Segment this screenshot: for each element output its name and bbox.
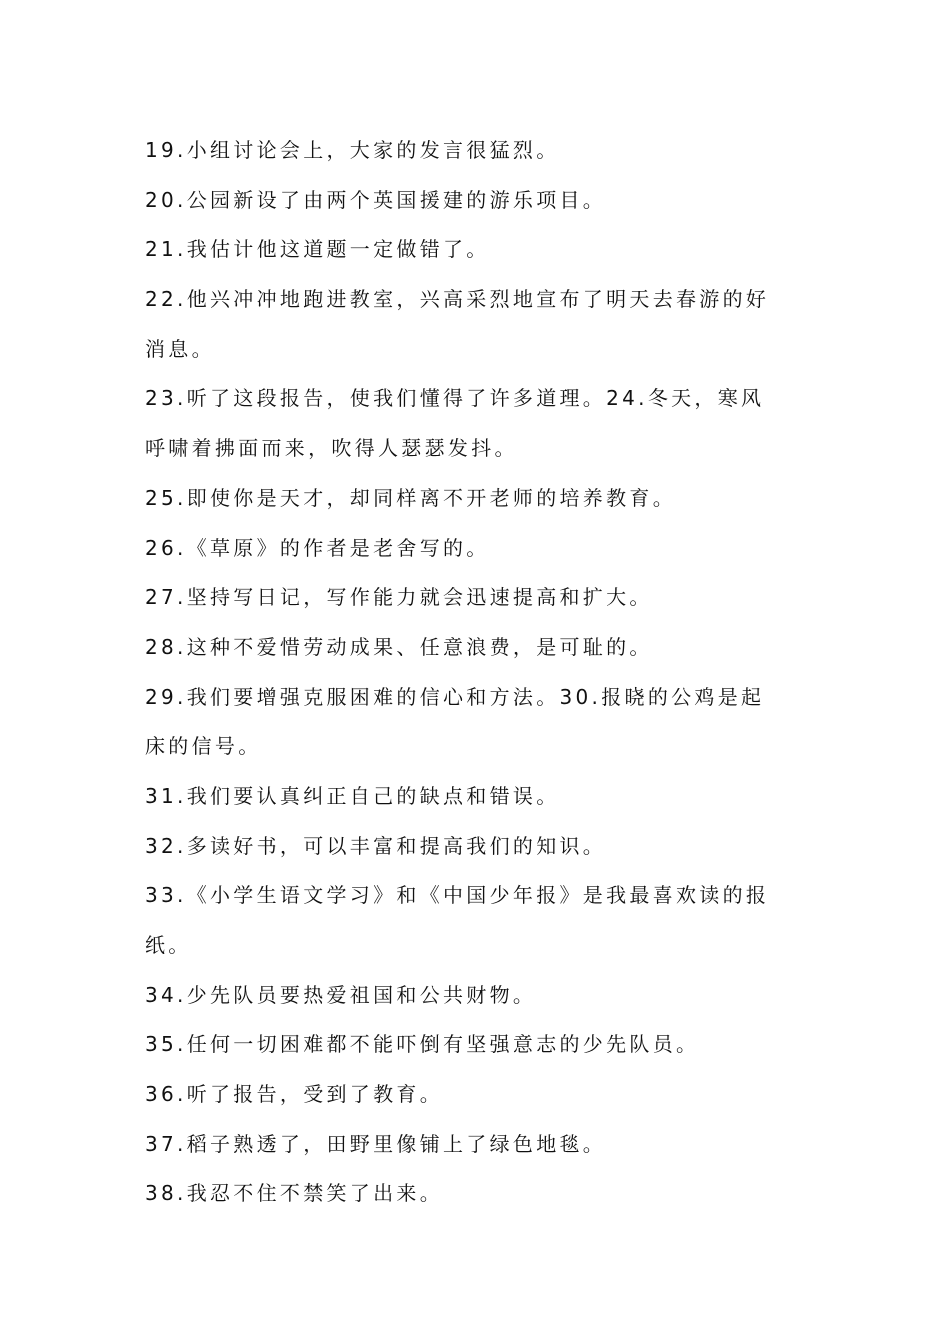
text-line: 32.多读好书，可以丰富和提高我们的知识。 <box>145 833 607 858</box>
text-line: 床的信号。 <box>145 734 262 759</box>
text-line: 23.听了这段报告，使我们懂得了许多道理。24.冬天，寒风 <box>145 386 765 411</box>
text-line: 34.少先队员要热爱祖国和公共财物。 <box>145 982 537 1007</box>
text-line: 20.公园新设了由两个英国援建的游乐项目。 <box>145 187 607 212</box>
sentence-list <box>145 126 810 1219</box>
text-line: 35.任何一切困难都不能吓倒有坚强意志的少先队员。 <box>145 1032 700 1057</box>
text-line: 22.他兴冲冲地跑进教室，兴高采烈地宣布了明天去春游的好 <box>145 287 770 312</box>
text-line: 36.听了报告，受到了教育。 <box>145 1082 444 1107</box>
text-line: 纸。 <box>145 933 192 957</box>
text-line: 消息。 <box>145 336 215 361</box>
text-line: 28.这种不爱惜劳动成果、任意浪费，是可耻的。 <box>145 634 653 659</box>
text-line: 29.我们要增强克服困难的信心和方法。30.报晓的公鸡是起 <box>145 684 765 709</box>
text-line: 33.《小学生语文学习》和《中国少年报》是我最喜欢读的报 <box>145 883 770 908</box>
text-line: 26.《草原》的作者是老舍写的。 <box>145 535 490 560</box>
text-line: 27.坚持写日记，写作能力就会迅速提高和扩大。 <box>145 585 653 610</box>
text-line: 25.即使你是天才，却同样离不开老师的培养教育。 <box>145 485 677 510</box>
text-line: 31.我们要认真纠正自己的缺点和错误。 <box>145 783 560 808</box>
text-line: 呼啸着拂面而来，吹得人瑟瑟发抖。 <box>145 436 518 461</box>
text-line: 19.小组讨论会上，大家的发言很猛烈。 <box>145 138 560 162</box>
text-line: 21.我估计他这道题一定做错了。 <box>145 237 490 262</box>
text-line: 37.稻子熟透了，田野里像铺上了绿色地毯。 <box>145 1131 607 1156</box>
text-line: 38.我忍不住不禁笑了出来。 <box>145 1181 444 1206</box>
